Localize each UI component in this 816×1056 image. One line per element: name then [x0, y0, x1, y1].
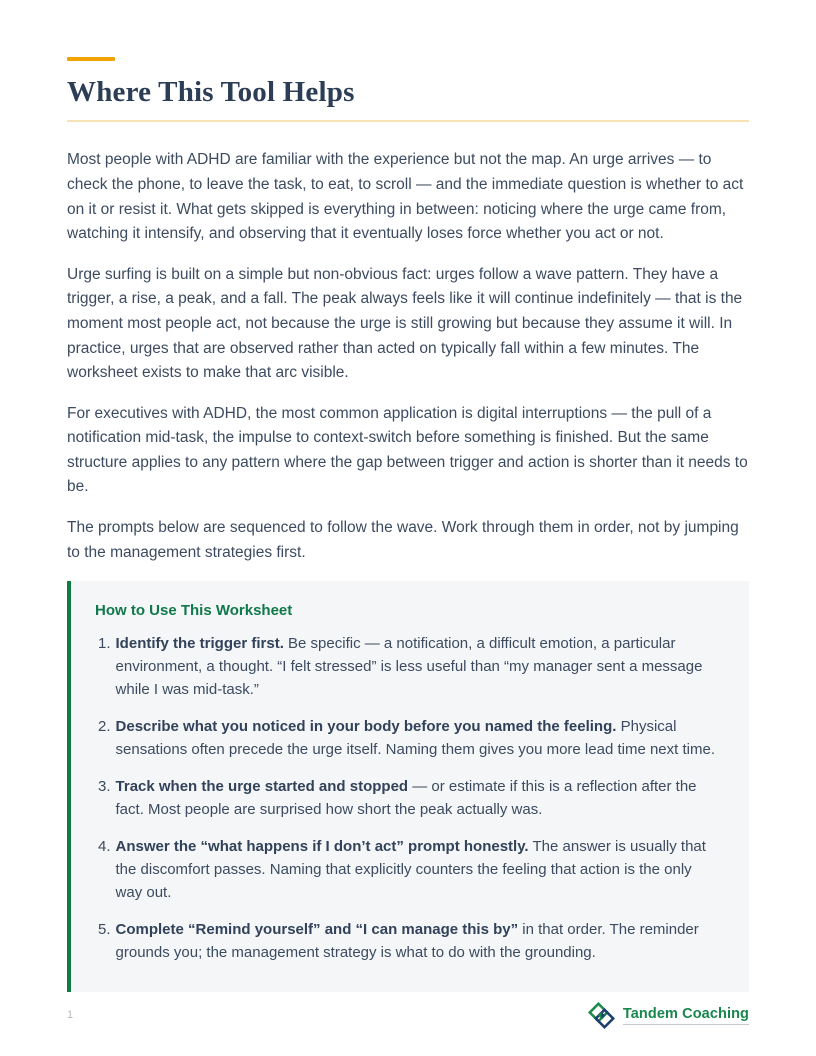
brand-diamond-icon [588, 1002, 615, 1029]
paragraph-2: Urge surfing is built on a simple but non-obvious fact: urges follow a wave pattern. They have a trigger, a rise, a peak, and a fall. The peak always feels like it will continue indefinitely — that is the moment most people act, not because the urge is still growing but because they assume it will. In practice, urges that are observed rather than acted on typically fall within a few minutes. The worksheet exists to make that arc visible. [67, 265, 743, 382]
brand-logo-link[interactable] [588, 1002, 749, 1029]
list-item [98, 715, 721, 761]
page-content [67, 0, 749, 992]
list-item [98, 918, 721, 964]
page-title: Where This Tool Helps [67, 76, 355, 108]
title-accent-bar [67, 57, 115, 61]
step-number: 5. [98, 921, 111, 939]
step-text [116, 715, 721, 761]
step-lead: Identify the trigger first. [115, 635, 284, 653]
title-divider [67, 120, 749, 122]
step-rest: in that order. The reminder grounds you; the management strategy is what to do with the grounding. [115, 921, 699, 962]
step-lead: Answer the “what happens if I don’t act” prompt honestly. [115, 838, 529, 856]
list-item [98, 775, 721, 821]
paragraph-1: Most people with ADHD are familiar with the experience but not the map. An urge arrives — to check the phone, to leave the task, to eat, to scroll — and the immediate question is whether to act on it or resist it. What gets skipped is everything in between: noticing where the urge came from, watching it intensify, and observing that it eventually loses force whether you act or not. [67, 151, 744, 243]
step-rest: The answer is usually that the discomfort passes. Naming that explicitly counters the feeling that action is the only way out. [115, 838, 706, 902]
step-number: 1. [98, 635, 111, 653]
brand-name: Tandem Coaching [623, 1006, 749, 1025]
paragraph-4: The prompts below are sequenced to follow the wave. Work through them in order, not by jumping to the management strategies first. [67, 519, 739, 561]
intro-copy [67, 148, 749, 565]
step-lead: Describe what you noticed in your body before you named the feeling. [115, 718, 617, 736]
step-lead: Complete “Remind yourself” and “I can manage this by” [115, 921, 519, 939]
step-number: 3. [98, 778, 111, 796]
how-to-use-callout [67, 581, 749, 992]
step-text [116, 835, 721, 904]
paragraph-3: For executives with ADHD, the most common application is digital interruptions — the pull of a notification mid-task, the impulse to context-switch before something is finished. But the same structure applies to any pattern where the gap between trigger and action is shorter than it needs to be. [67, 404, 748, 496]
step-number: 4. [98, 838, 111, 856]
step-text [116, 775, 721, 821]
list-item [98, 632, 721, 701]
list-item [98, 835, 721, 904]
step-rest: Be specific — a notification, a difficult emotion, a particular environment, a thought. “I felt stressed” is less useful than “my manager sent a message while I was mid-task.” [115, 635, 703, 699]
step-text [116, 632, 721, 701]
step-rest: Physical sensations often precede the urge itself. Naming them gives you more lead time next time. [115, 718, 715, 759]
step-rest: — or estimate if this is a reflection after the fact. Most people are surprised how short the peak actually was. [115, 778, 697, 819]
step-text [116, 918, 721, 964]
steps-list [95, 632, 721, 964]
callout-heading: How to Use This Worksheet [95, 602, 293, 620]
step-lead: Track when the urge started and stopped [115, 778, 409, 796]
step-number: 2. [98, 718, 111, 736]
page-number: 1 [67, 1009, 74, 1021]
